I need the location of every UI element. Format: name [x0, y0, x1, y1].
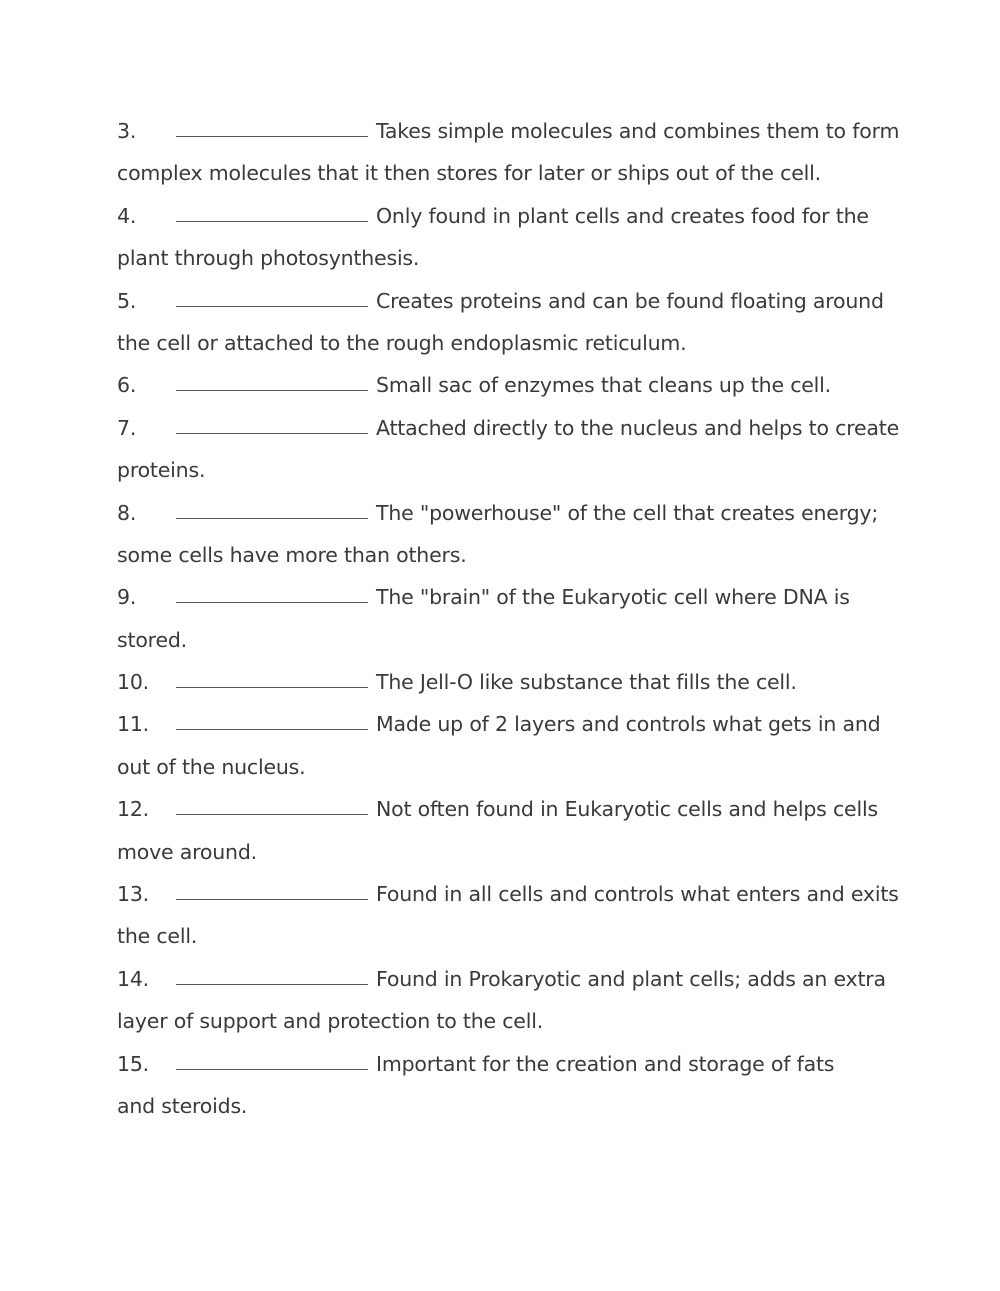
question-10	[117, 661, 887, 703]
answer-blank[interactable]	[176, 898, 368, 900]
question-text: The "powerhouse" of the cell that creates energy;	[376, 500, 879, 525]
question-5	[117, 280, 887, 322]
question-number: 13.	[117, 882, 150, 907]
answer-blank[interactable]	[176, 813, 368, 815]
answer-blank[interactable]	[176, 305, 368, 307]
question-continuation: the cell.	[117, 924, 198, 949]
question-7	[117, 407, 900, 449]
answer-blank[interactable]	[176, 1068, 368, 1070]
question-number: 6.	[117, 373, 137, 398]
question-12	[117, 788, 887, 830]
question-number: 3.	[117, 119, 137, 143]
answer-blank[interactable]	[176, 432, 368, 434]
question-continuation: the cell or attached to the rough endoplasmic reticulum.	[117, 330, 687, 355]
answer-blank[interactable]	[176, 389, 368, 391]
question-continuation: stored.	[117, 627, 187, 652]
question-13	[117, 873, 899, 915]
question-text: Small sac of enzymes that cleans up the cell.	[376, 373, 831, 398]
question-continuation: proteins.	[117, 458, 206, 483]
question-11	[117, 703, 887, 745]
question-continuation: some cells have more than others.	[117, 542, 467, 567]
question-continuation: out of the nucleus.	[117, 754, 306, 779]
question-6	[117, 364, 887, 406]
question-number: 11.	[117, 712, 150, 737]
question-text: Important for the creation and storage of fats	[376, 1051, 835, 1076]
question-text: Made up of 2 layers and controls what gets in and	[376, 712, 881, 737]
question-text: Creates proteins and can be found floating around	[376, 288, 884, 313]
question-text: Takes simple molecules and combines them to form	[376, 119, 900, 143]
question-text: Only found in plant cells and creates food for the	[376, 203, 869, 228]
question-number: 9.	[117, 585, 137, 610]
question-continuation: layer of support and protection to the cell.	[117, 1009, 544, 1034]
question-text: The "brain" of the Eukaryotic cell where DNA is	[376, 585, 850, 610]
question-continuation: and steroids.	[117, 1093, 248, 1118]
question-text: Found in all cells and controls what enters and exits	[376, 882, 899, 907]
worksheet	[117, 110, 900, 1127]
question-text: Attached directly to the nucleus and helps to create	[376, 415, 900, 440]
question-8	[117, 492, 887, 534]
question-14	[117, 958, 887, 1000]
question-text: The Jell-O like substance that fills the cell.	[376, 670, 797, 695]
question-text: Not often found in Eukaryotic cells and helps cells	[376, 797, 878, 822]
question-continuation: complex molecules that it then stores for later or ships out of the cell.	[117, 161, 821, 186]
question-3	[117, 110, 900, 152]
question-9	[117, 576, 887, 618]
answer-blank[interactable]	[176, 686, 368, 688]
question-number: 12.	[117, 797, 150, 822]
question-continuation: move around.	[117, 839, 257, 864]
question-text: Found in Prokaryotic and plant cells; adds an extra	[376, 966, 886, 991]
question-number: 8.	[117, 500, 137, 525]
question-15	[117, 1043, 887, 1085]
answer-blank[interactable]	[176, 983, 368, 985]
question-number: 4.	[117, 203, 137, 228]
question-number: 15.	[117, 1051, 150, 1076]
answer-blank[interactable]	[176, 728, 368, 730]
question-number: 7.	[117, 415, 137, 440]
answer-blank[interactable]	[176, 220, 368, 222]
question-continuation: plant through photosynthesis.	[117, 246, 420, 271]
question-4	[117, 195, 887, 237]
answer-blank[interactable]	[176, 601, 368, 603]
answer-blank[interactable]	[176, 135, 368, 137]
answer-blank[interactable]	[176, 517, 368, 519]
question-number: 14.	[117, 966, 150, 991]
question-number: 10.	[117, 670, 150, 695]
question-number: 5.	[117, 288, 137, 313]
